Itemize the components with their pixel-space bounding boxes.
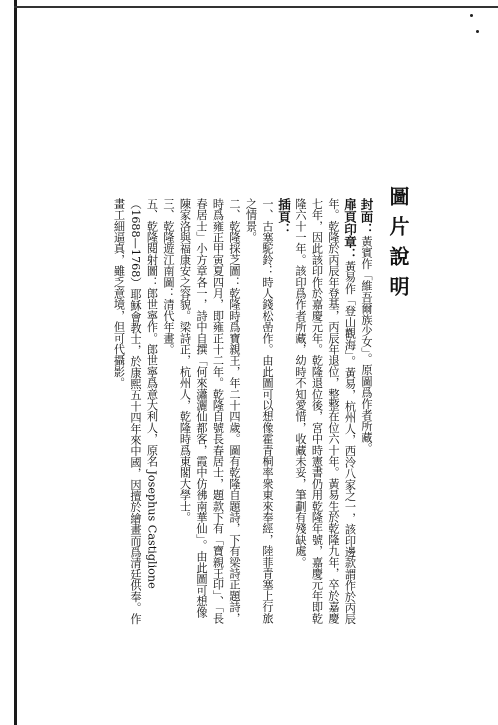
caption-heading: 插頁： bbox=[276, 198, 292, 236]
page-edge-left bbox=[14, 0, 17, 725]
speck-mark bbox=[476, 30, 479, 33]
page-title: 圖片說明 bbox=[386, 186, 410, 306]
page-edge-top bbox=[14, 6, 498, 8]
caption-item bbox=[176, 198, 242, 628]
caption-heading: 封面： bbox=[359, 198, 374, 236]
caption-item bbox=[110, 198, 160, 628]
caption-body: 黃易作「登山觀海」。黃易，杭州人，西泠八家之一，該印邊款謂作於丙辰年。乾隆於丙辰年登基，丙辰年退位，整整在位六十年。黃易生於乾隆九年，卒於嘉慶七年，因此該印作於嘉慶元年。乾隆退位後，宮中時憲書仍用乾隆年號，嘉慶元年即乾隆六十一年。該印爲作者所藏，幼時不知愛惜，收藏未妥，筆劃有殘缺處。 bbox=[294, 198, 357, 625]
caption-seal bbox=[292, 198, 358, 628]
caption-body: 五、乾隆閱射圖：郎世寧作。郎世寧爲意大利人，原名 Josephus Castiglione（1688—1768）耶穌會教士，於康熙五十四年來中國，因擅於繪畫而爲清廷供奉。作畫工細逼真，雖乏意境，但可代攝影。 bbox=[112, 198, 159, 625]
caption-item bbox=[160, 198, 177, 628]
caption-body: 一、古塞駝鈴：時人錢松嵒作。由此圖可以想像霍青桐率衆東來奉經，陸菲青塞上行旅之情景。 bbox=[244, 198, 274, 624]
caption-body: 三、乾隆遊江南圖：清代年畫。 bbox=[162, 198, 175, 355]
caption-item bbox=[242, 198, 275, 628]
caption-cover bbox=[358, 198, 375, 628]
caption-heading: 扉頁印章： bbox=[342, 198, 358, 261]
caption-plates-heading bbox=[275, 198, 292, 628]
caption-body: 黃賓作「維吾爾族少女」。原圖爲作者所藏。 bbox=[360, 235, 373, 454]
caption-body: 二、乾隆採芝圖：乾隆時爲寶親王，年二十四歲。圖有乾隆自題詩，下有梁詩正題詩，時爲雍正甲寅夏四月，即雍正十二年。乾隆自號長春居士，題款下有「寶親王印」、「長春居士」小方章各一，詩中自撰「何來瀟灑仙都客，霞中仿彿南華仙」。由此圖可想像陳家洛與福康安之容貌。梁詩正，杭州人，乾隆時爲東閣大學士。 bbox=[178, 198, 241, 624]
speck-mark bbox=[470, 14, 473, 17]
caption-text-block bbox=[84, 198, 374, 628]
